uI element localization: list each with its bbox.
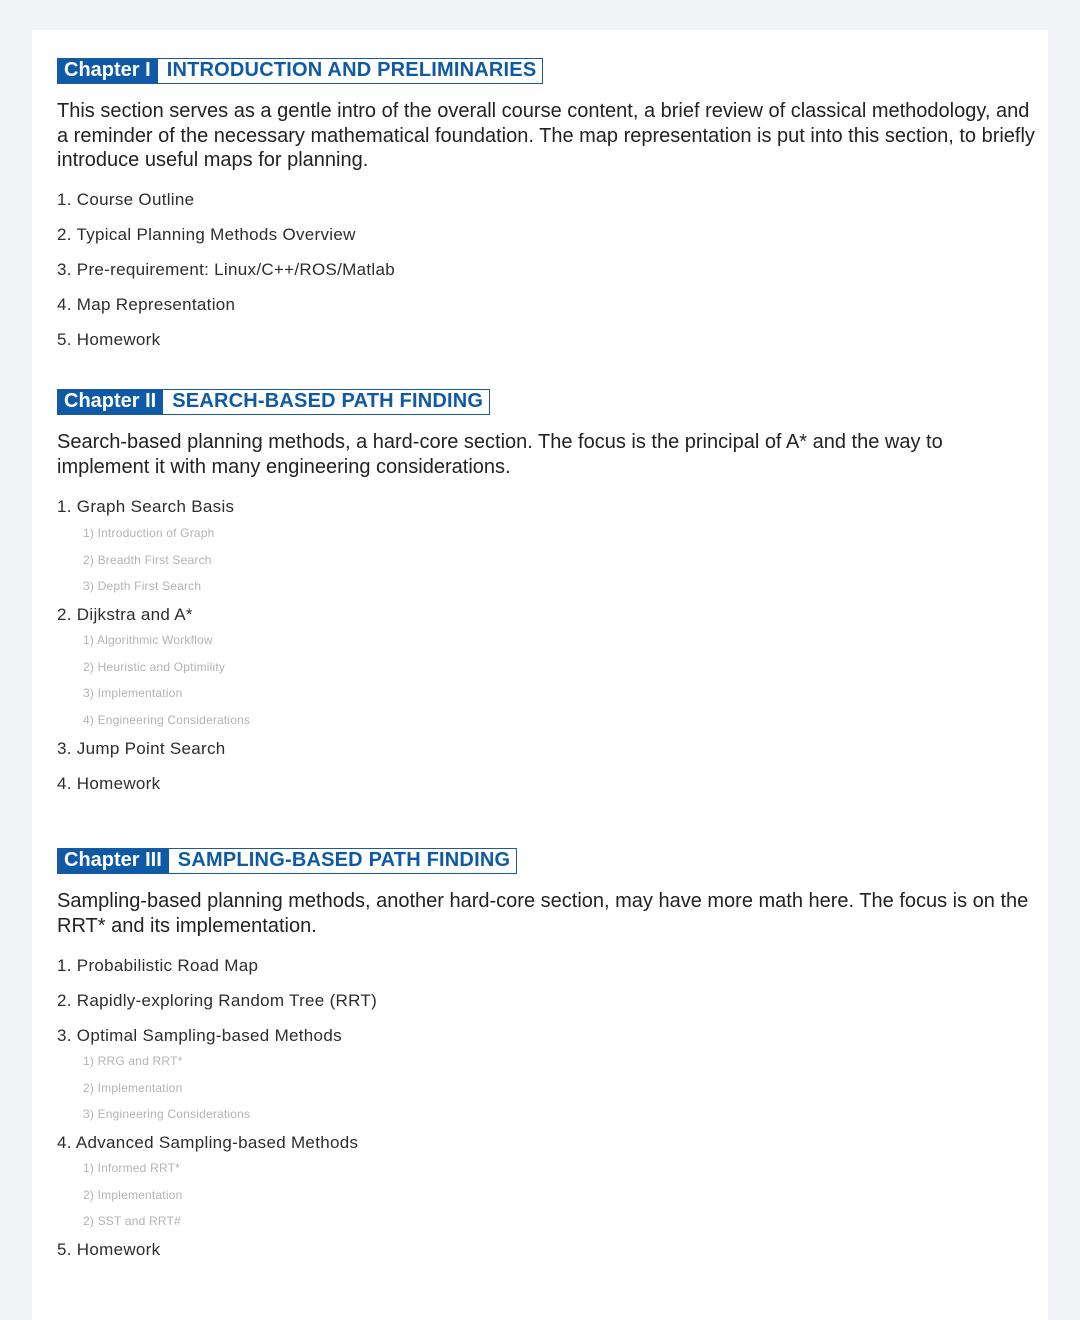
subtopic-item: 1) RRG and RRT* <box>83 1054 183 1068</box>
chapter-tag: Chapter II <box>58 390 163 414</box>
topic-item: 2. Typical Planning Methods Overview <box>57 224 356 244</box>
chapter-tag: Chapter III <box>58 849 169 873</box>
chapter-intro: Sampling-based planning methods, another hard-core section, may have more math here. The focus is on the RRT* and its implementation. <box>57 890 1029 937</box>
topic-item: 1. Probabilistic Road Map <box>57 956 259 975</box>
content-card <box>32 30 1048 1320</box>
chapter-header <box>57 848 517 874</box>
chapter-title: SAMPLING-BASED PATH FINDING <box>177 849 511 871</box>
topic-list <box>57 497 1037 794</box>
topic-item: 5. Homework <box>57 1240 161 1259</box>
subtopic-item: 1) Informed RRT* <box>83 1161 181 1175</box>
subtopic-item: 3) Depth First Search <box>83 579 202 593</box>
subtopic-item: 1) Algorithmic Workflow <box>83 633 213 647</box>
topic-item: 1. Graph Search Basis <box>57 497 235 516</box>
topic-item: 2. Dijkstra and A* <box>57 605 193 624</box>
subtopic-item: 2) Breadth First Search <box>83 552 212 567</box>
topic-item: 4. Homework <box>57 773 161 793</box>
topic-item: 3. Pre-requirement: Linux/C++/ROS/Matlab <box>57 259 395 279</box>
subtopic-item: 2) Implementation <box>83 1080 183 1095</box>
chapter-3 <box>57 848 1037 1260</box>
subtopic-item: 4) Engineering Considerations <box>83 712 251 727</box>
subtopic-item: 3) Engineering Considerations <box>83 1107 251 1121</box>
subtopic-item: 3) Implementation <box>83 686 183 700</box>
subtopic-item: 2) SST and RRT# <box>83 1214 181 1228</box>
topic-list <box>57 190 1037 350</box>
chapter-header <box>57 389 490 415</box>
topic-item: 1. Course Outline <box>57 189 195 209</box>
topic-item: 3. Optimal Sampling-based Methods <box>57 1026 342 1045</box>
subtopic-item: 2) Implementation <box>83 1187 183 1202</box>
chapter-header <box>57 58 543 84</box>
subtopic-item: 1) Introduction of Graph <box>83 526 215 540</box>
topic-item: 4. Map Representation <box>57 294 236 314</box>
topic-item: 5. Homework <box>57 329 161 349</box>
topic-item: 3. Jump Point Search <box>57 738 226 758</box>
chapter-title: INTRODUCTION AND PRELIMINARIES <box>166 59 537 81</box>
topic-item: 4. Advanced Sampling-based Methods <box>57 1133 359 1152</box>
chapter-intro: Search-based planning methods, a hard-core section. The focus is the principal of A* and the way to implement it with many engineering considerations. <box>57 431 943 478</box>
chapter-2 <box>57 389 1037 794</box>
topic-list <box>57 956 1037 1260</box>
chapter-1 <box>57 58 1037 350</box>
topic-item: 2. Rapidly-exploring Random Tree (RRT) <box>57 991 378 1010</box>
subtopic-item: 2) Heuristic and Optimility <box>83 659 226 674</box>
chapter-title: SEARCH-BASED PATH FINDING <box>172 390 484 412</box>
chapter-tag: Chapter I <box>58 59 158 83</box>
chapter-intro: This section serves as a gentle intro of the overall course content, a brief review of classical methodology, and a reminder of the necessary mathematical foundation. The map representation is put into this section, to briefly introduce useful maps for planning. <box>57 100 1035 171</box>
